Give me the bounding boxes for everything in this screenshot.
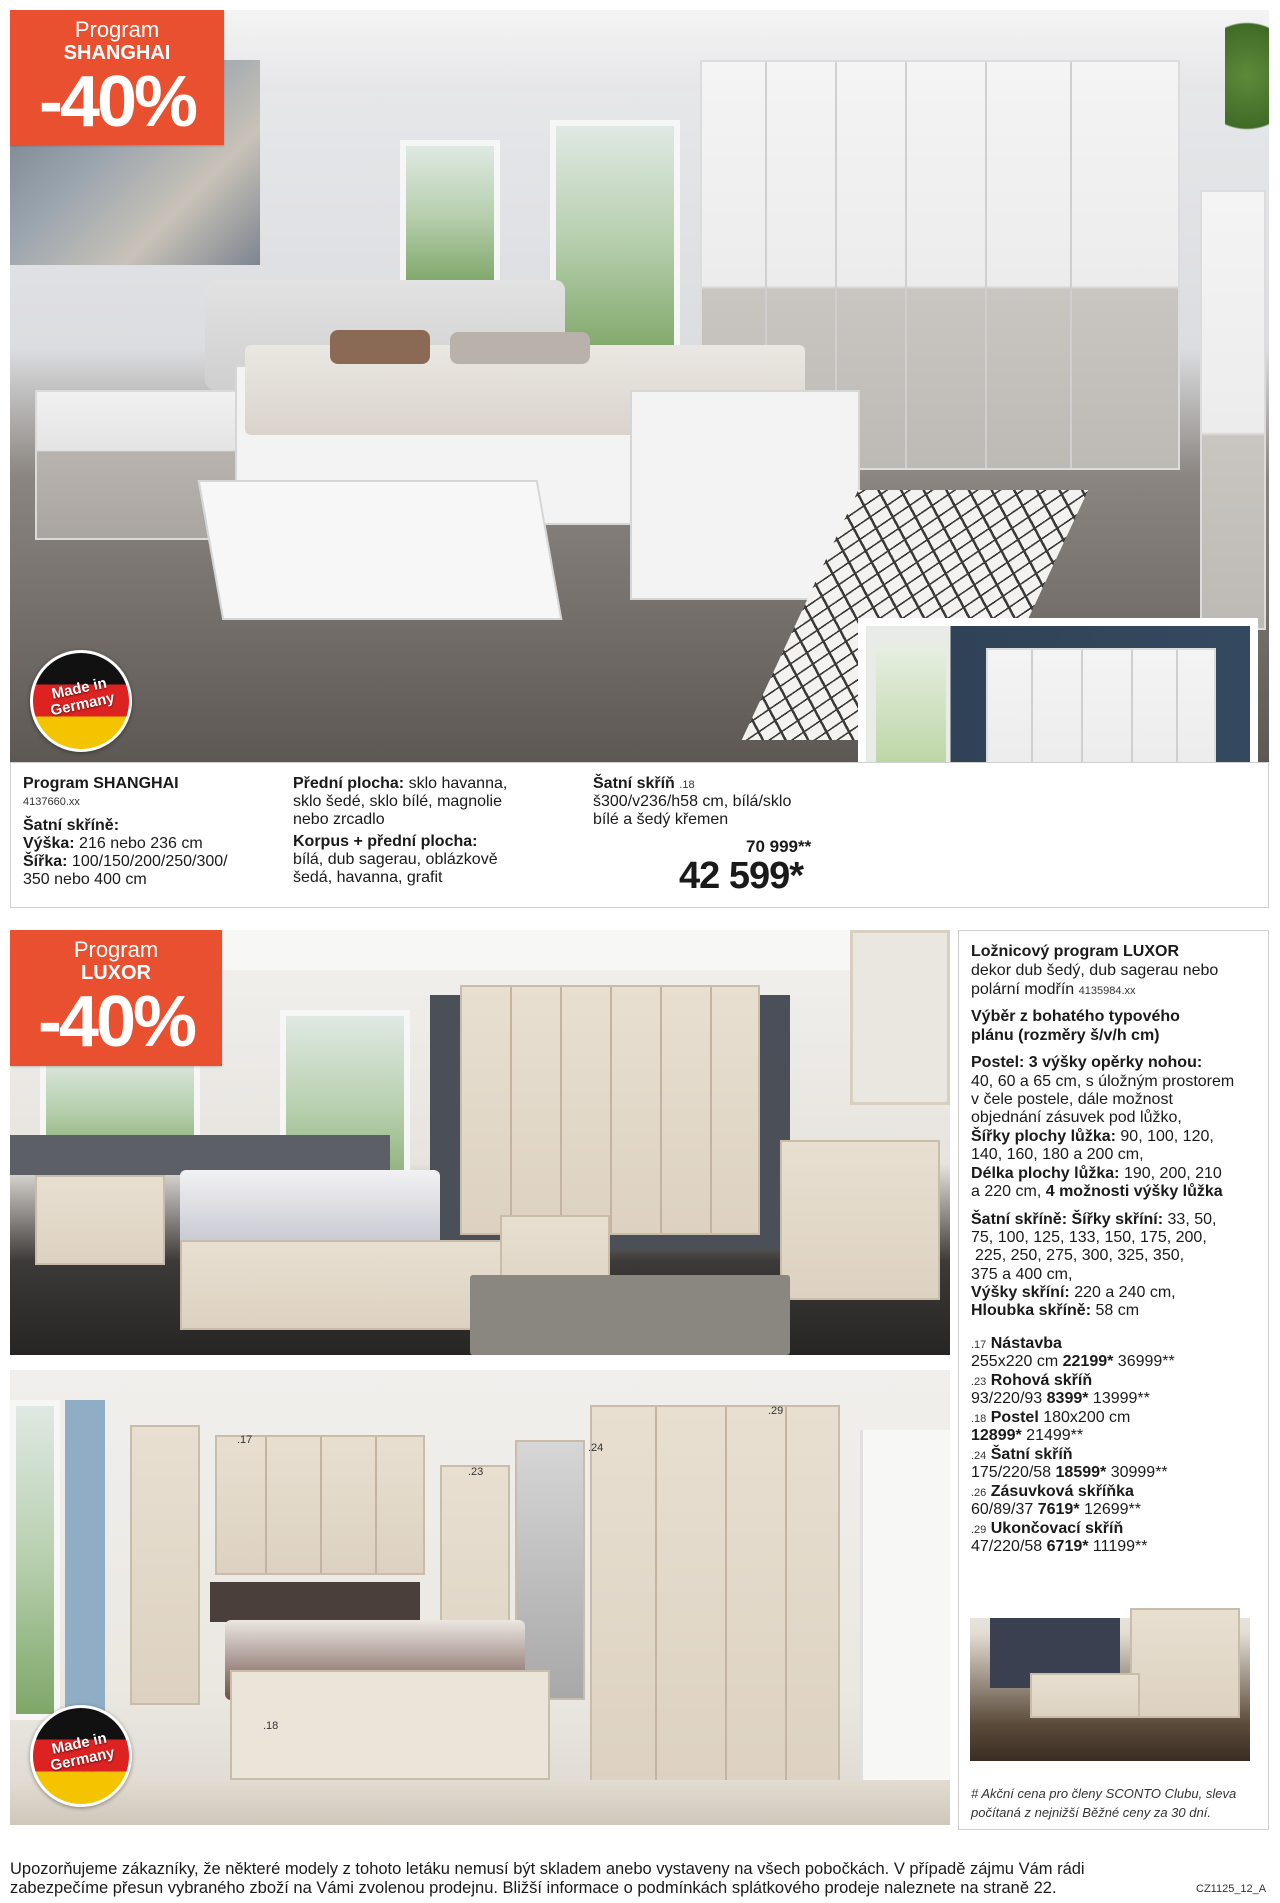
item-name: .26 Zásuvková skříňka [971,1483,1134,1500]
window-right [550,120,680,360]
curtain [65,1400,105,1730]
footnote-2: počítaná z nejnižší Běžné ceny za 30 dní. [971,1805,1211,1820]
bed-headboard-panel [10,1135,390,1175]
item-line: Šatní skříň .18 [593,775,695,792]
width-line-2: 350 nebo 400 cm [23,871,147,888]
mirror [850,930,950,1105]
item-price: 93/220/93 8399* 13999** [971,1390,1150,1407]
bed-text: 40, 60 a 65 cm, s úložným prostorem [971,1073,1235,1090]
photo-tag: .17 [237,1434,253,1446]
wardrobe-heights: Výšky skříní: 220 a 240 cm, [971,1284,1176,1301]
width-line: Šířka: 100/150/200/250/300/ [23,853,228,870]
wardrobe [590,1405,840,1785]
plant [1225,20,1269,160]
door [860,1430,950,1825]
bed-drawer [198,480,563,620]
discount-badge [10,930,222,1066]
luxor-choice: Výběr z bohatého typového [971,1008,1180,1025]
wardrobe-widths-line: 75, 100, 125, 133, 150, 175, 200, [971,1229,1207,1246]
pillow [330,330,430,364]
luxor-photo-1 [10,930,950,1355]
front-line: Přední plocha: sklo havanna, [293,775,508,792]
luxor-thumbnail-photo [970,1578,1250,1761]
bed-width-2: 140, 160, 180 a 200 cm, [971,1146,1144,1163]
mirror-wardrobe [515,1440,585,1700]
bed-width: Šířky plochy lůžka: 90, 100, 120, [971,1128,1214,1145]
item-dims-2: bílé a šedý křemen [593,811,729,828]
bed-length-2: a 220 cm, 4 možnosti výšky lůžka [971,1183,1223,1200]
height-line: Výška: 216 nebo 236 cm [23,835,203,852]
item-name: .29 Ukončovací skříň [971,1520,1124,1537]
item-price: 175/220/58 18599* 30999** [971,1464,1168,1481]
wardrobe-widths-line: 225, 250, 275, 300, 325, 350, [975,1247,1185,1264]
item-dims: š300/v236/h58 cm, bílá/sklo [593,793,792,810]
item-price: 60/89/37 7619* 12699** [971,1501,1141,1518]
item-name: .23 Rohová skříň [971,1372,1093,1389]
side-shelf [1200,190,1266,630]
bed-text: objednání zásuvek pod lůžko, [971,1109,1182,1126]
item-name: .24 Šatní skříň [971,1446,1073,1463]
front-line-3: nebo zrcadlo [293,811,385,828]
footer-line-2: zabezpečíme přesun vybraného zboží na Vámi zvolenou prodejnu. Bližší informace o podmínkách splátkového prodeje naleznete na straně 22. [10,1879,1057,1897]
footer-line-1: Upozorňujeme zákazníky, že některé modely z tohoto letáku nemusí být skladem anebo vystaveny na všech pobočkách. V případě zájmu Vám rádi [10,1860,1085,1878]
nightstand [35,1175,165,1265]
footnote: # Akční cena pro členy SCONTO Clubu, sleva [971,1786,1237,1801]
bed-length: Délka plochy lůžka: 190, 200, 210 [971,1165,1222,1182]
wardrobes-label: Šatní skříně: [23,817,120,834]
luxor-choice-2: plánu (rozměry š/v/h cm) [971,1027,1160,1044]
floor [10,1780,950,1825]
discount-badge [10,10,224,145]
window [10,1400,60,1720]
item-price: 47/220/58 6719* 11199** [971,1538,1148,1555]
badge-discount: -40% [37,982,195,1062]
wardrobe-depth: Hloubka skříně: 58 cm [971,1302,1140,1319]
made-in-germany-text: Made in Germany [48,1729,117,1775]
luxor-decor: dekor dub šedý, dub sagerau nebo [971,962,1219,979]
tall-cabinet [130,1425,200,1705]
bed-label: Postel: 3 výšky opěrky nohou: [971,1054,1203,1071]
badge-name: SHANGHAI [63,42,171,64]
thumb-wardrobe [1130,1608,1240,1718]
rug [470,1275,790,1355]
bed-text: v čele postele, dále možnost [971,1091,1173,1108]
page-code: CZ1125_12_A [1196,1883,1267,1895]
item-name: .17 Nástavba [971,1335,1062,1352]
body-label: Korpus + přední plocha: [293,833,478,850]
made-in-germany-badge [30,1705,132,1807]
photo-tag: .24 [588,1442,604,1454]
badge-name: LUXOR [81,962,151,984]
body-line: bílá, dub sagerau, oblázkově [293,851,498,868]
luxor-decor-2: polární modřín 4135984.xx [971,981,1136,998]
made-in-germany-text: Made in Germany [48,674,117,720]
photo-tag: .18 [263,1720,279,1732]
item-price: 12899* 21499** [971,1427,1084,1444]
price-new: 42 599* [679,855,804,897]
photo-tag: .23 [468,1466,484,1478]
price-old: 70 999** [746,837,812,856]
badge-discount: -40% [38,62,196,142]
item-name: .18 Postel 180x200 cm [971,1409,1131,1426]
badge-program: Program [74,17,160,42]
badge-program: Program [73,937,159,962]
thumb-bed [1030,1673,1140,1718]
front-line-2: sklo šedé, sklo bílé, magnolie [293,793,502,810]
item-price: 255x220 cm 22199* 36999** [971,1353,1175,1370]
window-left [400,140,500,290]
headboard [210,1582,420,1622]
photo-tag: .29 [768,1405,784,1417]
wardrobe-widths-line: 375 a 400 cm, [971,1266,1073,1283]
made-in-germany-badge [30,650,132,752]
luxor-title: Ložnicový program LUXOR [971,943,1180,960]
luxor-dresser [780,1140,940,1300]
product-code: 4137660.xx [23,796,80,808]
pillow [450,332,590,364]
luxor-photo-2 [10,1370,950,1825]
wardrobe-widths: Šatní skříně: Šířky skříní: 33, 50, [971,1211,1217,1228]
shanghai-info-box [10,762,1269,908]
product-title: Program SHANGHAI [23,775,179,792]
body-line-2: šedá, havanna, grafit [293,869,443,886]
